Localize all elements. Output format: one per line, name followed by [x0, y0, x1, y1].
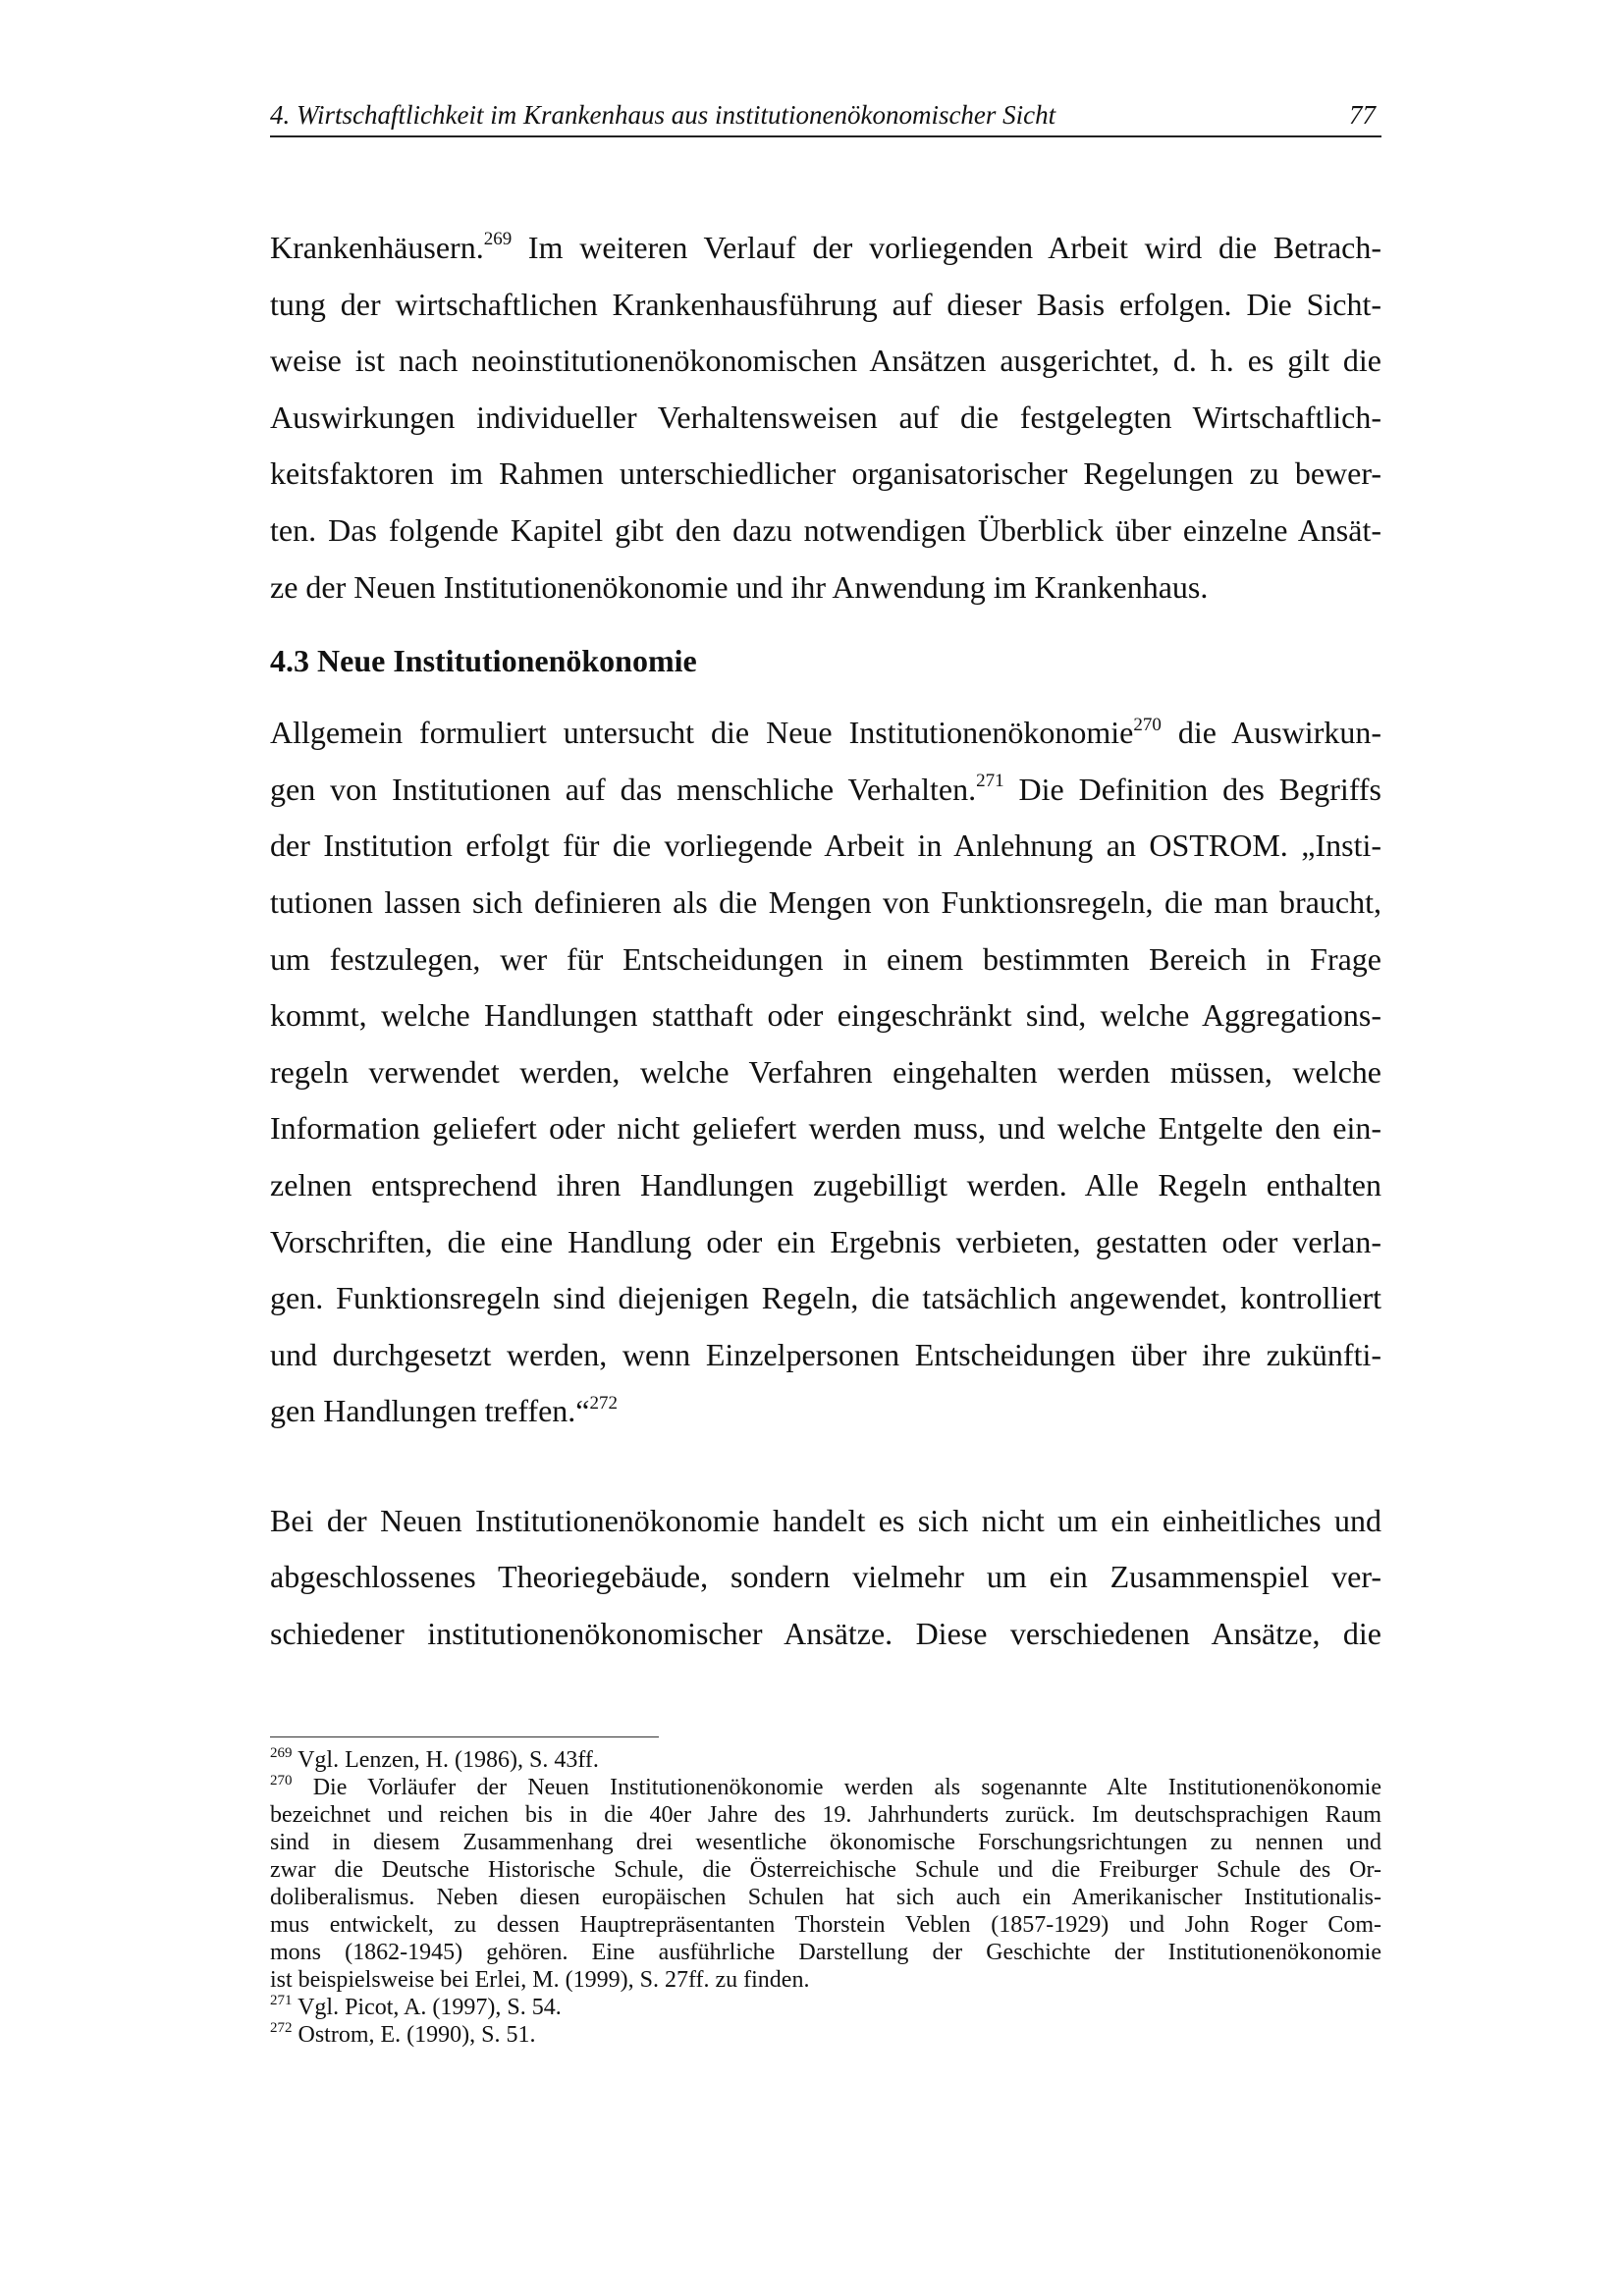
text-line: tung der wirtschaftlichen Krankenhausführung auf dieser Basis erfolgen. Die Sicht- [270, 286, 1381, 322]
text-line: tutionen lassen sich definieren als die Mengen von Funktionsregeln, die man braucht, [270, 883, 1381, 920]
footnote-ref-272: 272 [589, 1392, 618, 1414]
text-line: mons (1862-1945) gehören. Eine ausführliche Darstellung der Geschichte der Institutionenökonomie [270, 1940, 1381, 1965]
section-heading: 4.3 Neue Institutionenökonomie [270, 643, 697, 679]
text-line: regeln verwendet werden, welche Verfahren eingehalten werden müssen, welche [270, 1053, 1381, 1090]
footnote-text: Vgl. Lenzen, H. (1986), S. 43ff. [292, 1747, 599, 1773]
text-line: bezeichnet und reichen bis in die 40er Jahre des 19. Jahrhunderts zurück. Im deutschsprachigen Raum [270, 1802, 1381, 1828]
footnote-272 [270, 2021, 1381, 2049]
text-line [270, 705, 1381, 762]
text-line [270, 1994, 1381, 2021]
footnote-271 [270, 1994, 1381, 2021]
text-line: Auswirkungen individueller Verhaltensweisen auf die festgelegten Wirtschaftlich- [270, 399, 1381, 435]
text-line: schiedener institutionenökonomischer Ansätze. Diese verschiedenen Ansätze, die [270, 1616, 1381, 1652]
text-line [270, 2021, 1381, 2049]
text-line: gen. Funktionsregeln sind diejenigen Regeln, die tatsächlich angewendet, kontrolliert [270, 1280, 1381, 1316]
text-line: abgeschlossenes Theoriegebäude, sondern vielmehr um ein Zusammenspiel ver- [270, 1559, 1381, 1595]
text-line: Vorschriften, die eine Handlung oder ein Ergebnis verbieten, gestatten oder verlan- [270, 1223, 1381, 1259]
text-line: um festzulegen, wer für Entscheidungen in einem bestimmten Bereich in Frage [270, 940, 1381, 977]
text-line: weise ist nach neoinstitutionenökonomischen Ansätzen ausgerichtet, d. h. es gilt die [270, 343, 1381, 379]
text-line [270, 220, 1381, 277]
footnote-text: Ostrom, E. (1990), S. 51. [292, 2022, 536, 2048]
text-line: zwar die Deutsche Historische Schule, die Österreichische Schule und die Freiburger Schule des Or- [270, 1857, 1381, 1883]
text-line [270, 1774, 1381, 1801]
text-line: zelnen entsprechend ihren Handlungen zugebilligt werden. Alle Regeln enthalten [270, 1166, 1381, 1202]
text-segment: Die Definition des Begriffs [1003, 771, 1381, 807]
running-header [270, 96, 1381, 137]
page-number: 77 [1349, 100, 1376, 130]
footnote-270 [270, 1774, 1381, 1994]
footnote-number: 270 [270, 1773, 293, 1789]
footnote-text: Die Vorläufer der Neuen Institutionenökonomie werden als sogenannte Alte Institutionenökonomie [292, 1775, 1381, 1800]
footnote-text: Vgl. Picot, A. (1997), S. 54. [292, 1995, 562, 2020]
footnote-number: 269 [270, 1745, 293, 1761]
paragraph-3 [270, 1493, 1381, 1663]
text-segment: Allgemein formuliert untersucht die Neue Institutionenökonomie [270, 715, 1134, 751]
text-segment: die Auswirkun- [1161, 715, 1382, 751]
text-line: Bei der Neuen Institutionenökonomie handelt es sich nicht um ein einheitliches und [270, 1502, 1381, 1538]
footnote-ref-270: 270 [1133, 714, 1162, 735]
text-line: mus entwickelt, zu dessen Hauptrepräsentanten Thorstein Veblen (1857-1929) und John Roger Com- [270, 1912, 1381, 1938]
text-line: der Institution erfolgt für die vorliegende Arbeit in Anlehnung an OSTROM. „Insti- [270, 828, 1381, 864]
text-line [270, 1746, 1381, 1774]
footnote-269 [270, 1746, 1381, 1774]
footnotes [270, 1746, 1381, 2049]
paragraph-2 [270, 705, 1381, 1440]
text-line: kommt, welche Handlungen statthaft oder eingeschränkt sind, welche Aggregations- [270, 997, 1381, 1034]
text-line: ist beispielsweise bei Erlei, M. (1999), S. 27ff. zu finden. [270, 1967, 810, 1993]
footnote-ref-269: 269 [483, 229, 513, 250]
text-segment: Im weiteren Verlauf der vorliegenden Arbeit wird die Betrach- [512, 230, 1381, 265]
main-text [270, 220, 1381, 1663]
text-line: ten. Das folgende Kapitel gibt den dazu notwendigen Überblick über einzelne Ansät- [270, 511, 1381, 548]
footnote-number: 272 [270, 2020, 293, 2036]
footnote-number: 271 [270, 1993, 293, 2008]
text-segment: gen von Institutionen auf das menschliche Verhalten. [270, 771, 977, 807]
text-line [270, 1383, 1381, 1440]
text-line: sind in diesem Zusammenhang drei wesentliche ökonomische Forschungsrichtungen zu nennen und [270, 1830, 1381, 1855]
text-line: Information geliefert oder nicht geliefert werden muss, und welche Entgelte den ein- [270, 1110, 1381, 1147]
text-line: keitsfaktoren im Rahmen unterschiedlicher organisatorischer Regelungen zu bewer- [270, 455, 1381, 492]
text-line: und durchgesetzt werden, wenn Einzelpersonen Entscheidungen über ihre zukünfti- [270, 1336, 1381, 1372]
text-line [270, 762, 1381, 819]
text-segment: Krankenhäusern. [270, 230, 484, 265]
header-title: 4. Wirtschaftlichkeit im Krankenhaus aus institutionenökonomischer Sicht [270, 100, 1056, 130]
paragraph-1 [270, 220, 1381, 615]
text-line: ze der Neuen Institutionenökonomie und ihr Anwendung im Krankenhaus. [270, 568, 1209, 605]
footnote-separator [270, 1736, 659, 1737]
text-line: doliberalismus. Neben diesen europäischen Schulen hat sich auch ein Amerikanischer Institutionalis- [270, 1885, 1381, 1910]
text-segment: gen Handlungen treffen.“ [270, 1393, 590, 1429]
footnote-ref-271: 271 [976, 771, 1004, 792]
